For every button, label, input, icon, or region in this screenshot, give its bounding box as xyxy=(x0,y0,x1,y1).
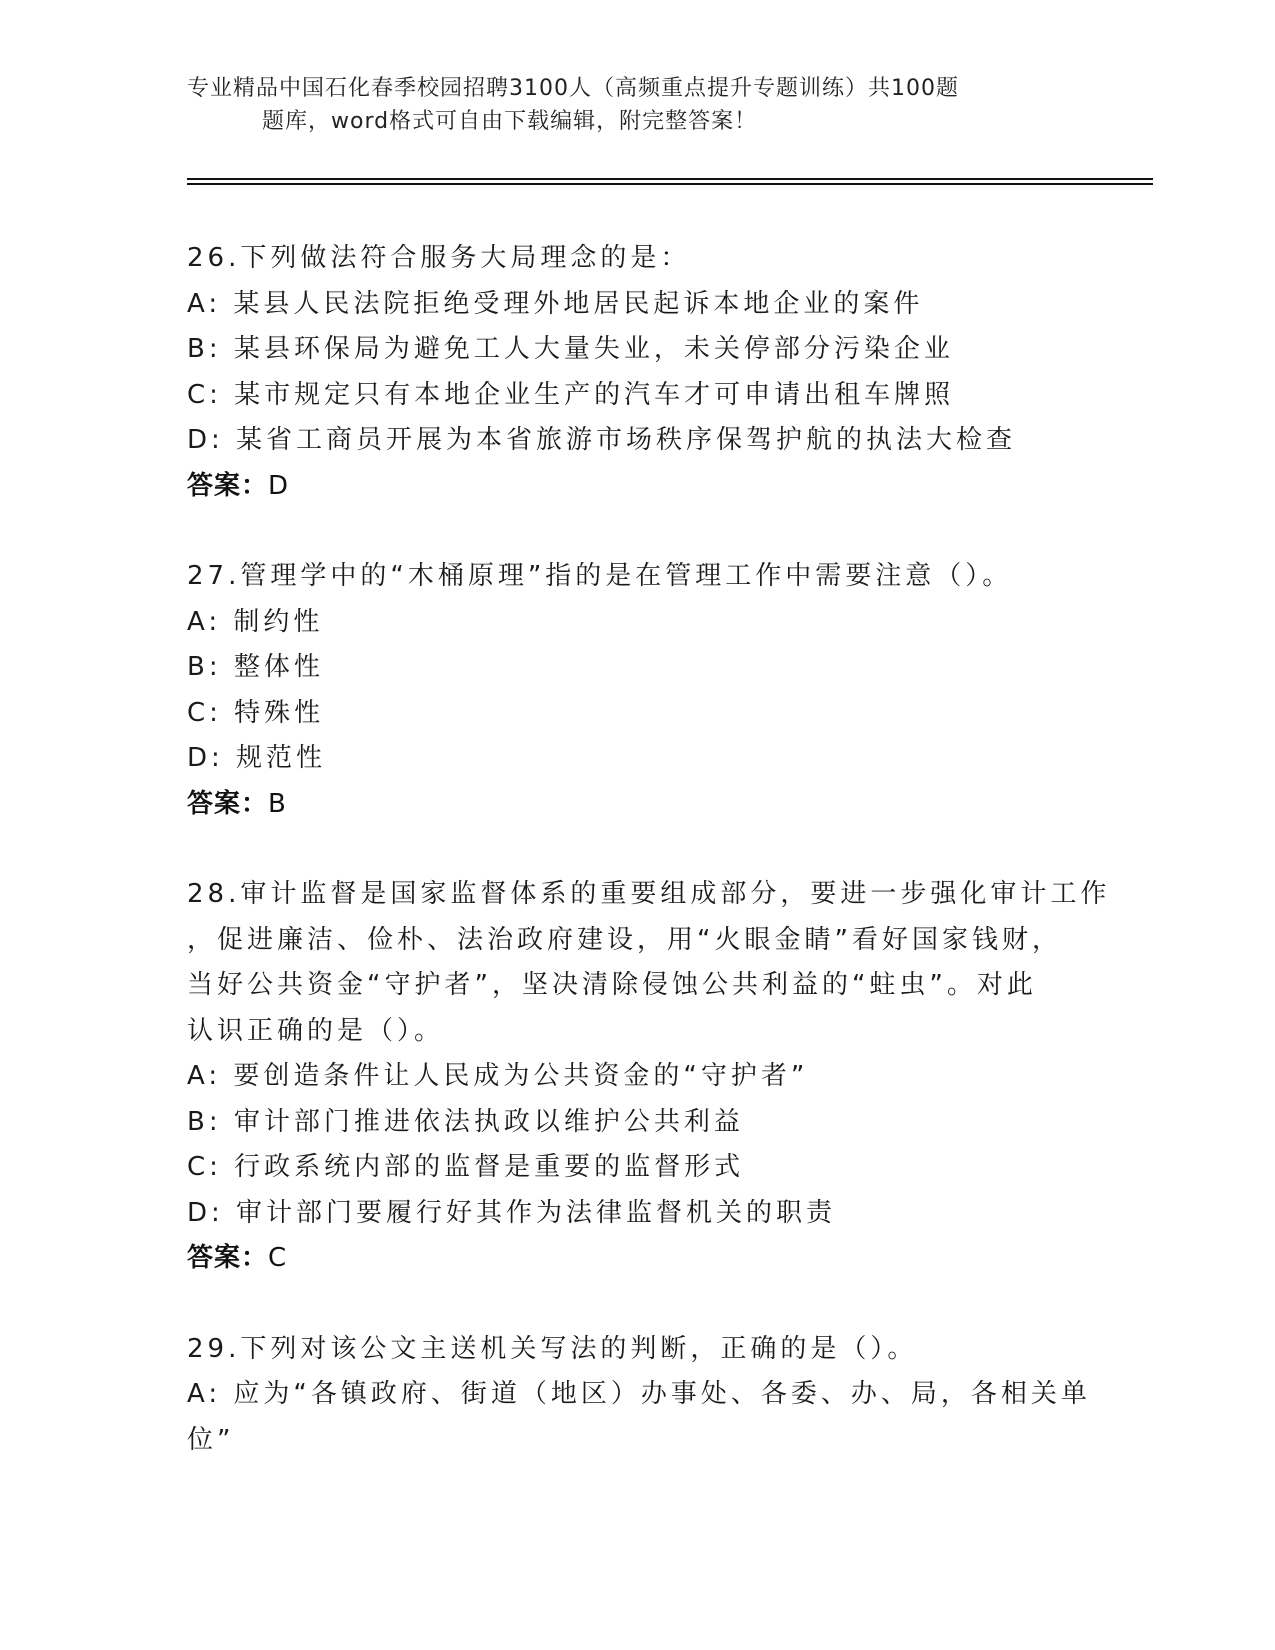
option-a: A: 某县人民法院拒绝受理外地居民起诉本地企业的案件 xyxy=(187,288,924,319)
answer-value: B xyxy=(268,788,287,819)
answer-line xyxy=(187,1236,1087,1282)
document-header xyxy=(187,72,1067,138)
answer-value: D xyxy=(268,470,290,501)
option-b: B: 审计部门推进依法执政以维护公共利益 xyxy=(187,1106,744,1137)
answer-label: 答案： xyxy=(187,470,269,501)
question-29 xyxy=(187,1327,1091,1464)
option-d: D: 审计部门要履行好其作为法律监督机关的职责 xyxy=(187,1197,837,1228)
answer-value: C xyxy=(268,1243,288,1273)
question-stem: 26.下列做法符合服务大局理念的是： xyxy=(187,243,691,273)
question-stem-line-3: 当好公共资金“守护者”，坚决清除侵蚀公共利益的“蛀虫”。对此 xyxy=(187,970,1037,1000)
question-stem-line-2: ，促进廉洁、俭朴、法治政府建设，用“火眼金睛”看好国家钱财， xyxy=(187,924,1062,955)
question-stem: 27.管理学中的“木桶原理”指的是在管理工作中需要注意（）。 xyxy=(187,561,1013,591)
question-stem-line-1: 28.审计监督是国家监督体系的重要组成部分，要进一步强化审计工作 xyxy=(187,879,1111,909)
option-a: A: 制约性 xyxy=(187,606,324,637)
answer-line xyxy=(187,782,1087,828)
option-c: C: 某市规定只有本地企业生产的汽车才可申请出租车牌照 xyxy=(187,379,955,410)
answer-label: 答案： xyxy=(187,1243,269,1273)
option-a: A: 要创造条件让人民成为公共资金的“守护者” xyxy=(187,1061,809,1091)
question-28 xyxy=(187,872,1111,1282)
header-divider-bottom xyxy=(187,183,1153,185)
option-c: C: 行政系统内部的监督是重要的监督形式 xyxy=(187,1152,745,1182)
question-stem-line-4: 认识正确的是（）。 xyxy=(187,1015,445,1046)
option-b: B: 整体性 xyxy=(187,652,324,682)
header-title-line-2: 题库，word格式可自由下载编辑，附完整答案！ xyxy=(262,109,758,134)
question-list xyxy=(187,236,1111,1508)
option-a-line-2: 位” xyxy=(187,1424,235,1455)
option-a-line-1: A: 应为“各镇政府、街道（地区）办事处、各委、办、局，各相关单 xyxy=(187,1379,1091,1409)
header-divider-top xyxy=(187,178,1153,180)
answer-label: 答案： xyxy=(187,788,269,819)
question-stem: 29.下列对该公文主送机关写法的判断，正确的是（）。 xyxy=(187,1333,918,1364)
option-b: B: 某县环保局为避免工人大量失业，未关停部分污染企业 xyxy=(187,334,954,364)
question-26 xyxy=(187,236,1087,509)
option-c: C: 特殊性 xyxy=(187,697,325,728)
header-title-line-1: 专业精品中国石化春季校园招聘3100人（高频重点提升专题训练）共100题 xyxy=(187,76,959,101)
question-27 xyxy=(187,554,1087,827)
answer-line xyxy=(187,464,1087,510)
option-d: D: 某省工商员开展为本省旅游市场秩序保驾护航的执法大检查 xyxy=(187,425,1017,455)
option-d: D: 规范性 xyxy=(187,743,327,773)
